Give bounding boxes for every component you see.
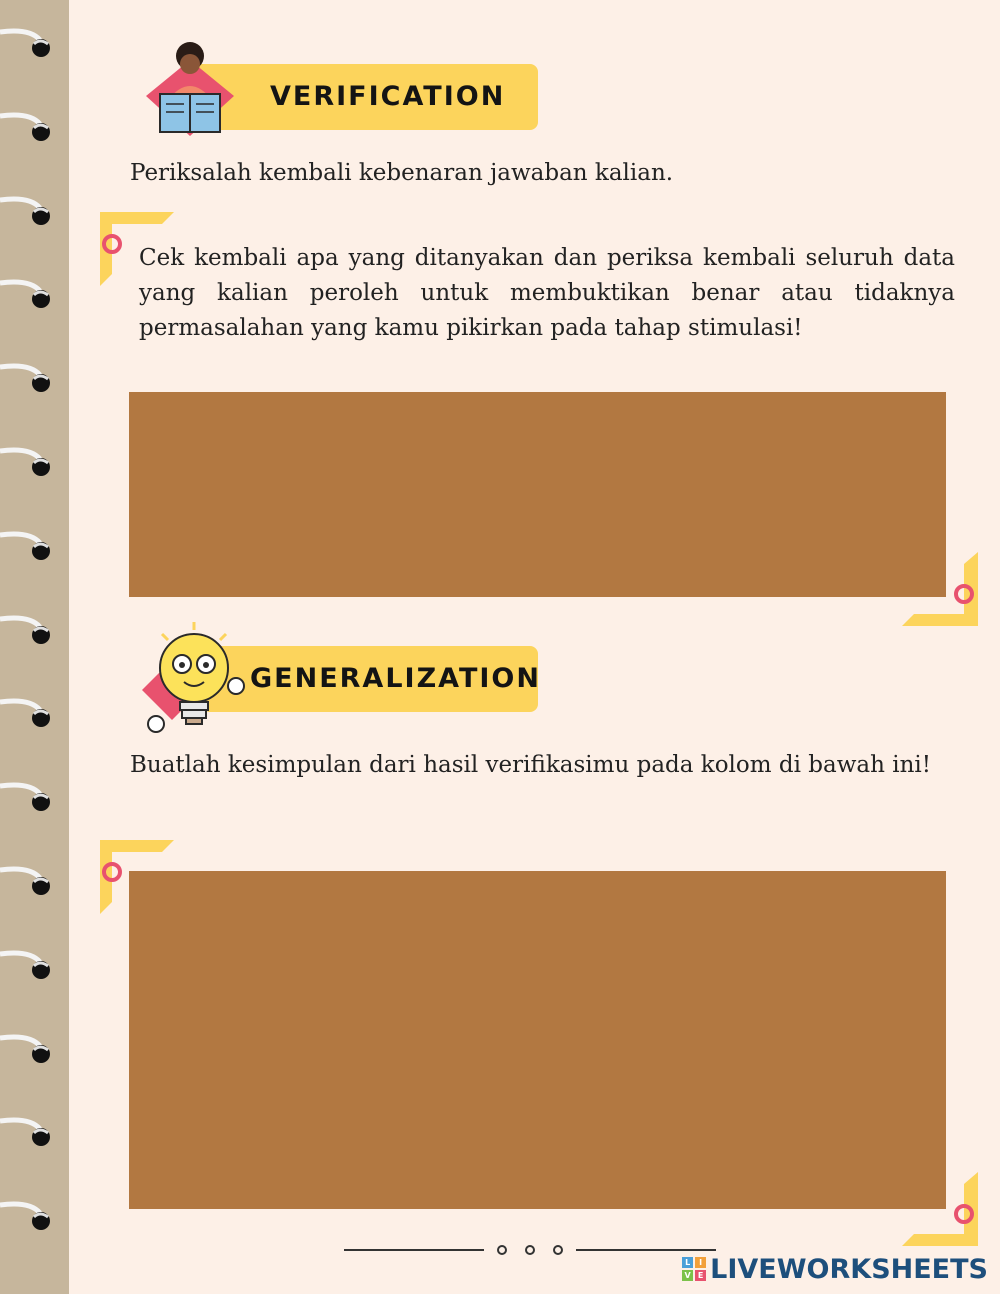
footer-divider xyxy=(340,1240,720,1260)
spiral-ring xyxy=(0,361,60,401)
spiral-ring xyxy=(0,864,60,904)
spiral-ring xyxy=(0,1115,60,1155)
verification-instruction: Periksalah kembali kebenaran jawaban kalian. xyxy=(130,160,674,186)
spiral-ring xyxy=(0,445,60,485)
spiral-ring xyxy=(0,696,60,736)
spiral-ring xyxy=(0,529,60,569)
logo-text: LIVEWORKSHEETS xyxy=(710,1253,988,1285)
spiral-ring xyxy=(0,1199,60,1239)
spiral-ring xyxy=(0,780,60,820)
spiral-ring xyxy=(0,1032,60,1072)
corner-decoration xyxy=(900,1170,980,1250)
spiral-ring xyxy=(0,613,60,653)
generalization-instruction: Buatlah kesimpulan dari hasil verifikasimu pada kolom di bawah ini! xyxy=(130,752,932,778)
generalization-header xyxy=(142,620,542,694)
logo-mark: L I V E xyxy=(682,1257,706,1281)
spiral-ring xyxy=(0,948,60,988)
verification-task: Cek kembali apa yang ditanyakan dan periksa kembali seluruh data yang kalian peroleh untuk membuktikan benar atau tidaknya permasalahan yang kamu pikirkan pada tahap stimulasi! xyxy=(139,245,955,341)
spiral-ring xyxy=(0,26,60,66)
lightbulb-icon xyxy=(142,620,262,740)
reading-person-icon xyxy=(142,40,252,140)
spiral-ring xyxy=(0,110,60,150)
verification-header xyxy=(142,40,542,112)
verification-title: VERIFICATION xyxy=(270,81,506,112)
generalization-answer-box[interactable] xyxy=(129,871,946,1209)
corner-decoration xyxy=(900,550,980,630)
generalization-title: GENERALIZATION xyxy=(250,663,541,694)
spiral-ring xyxy=(0,277,60,317)
liveworksheets-logo xyxy=(682,1252,988,1286)
spiral-ring xyxy=(0,194,60,234)
verification-answer-box[interactable] xyxy=(129,392,946,597)
